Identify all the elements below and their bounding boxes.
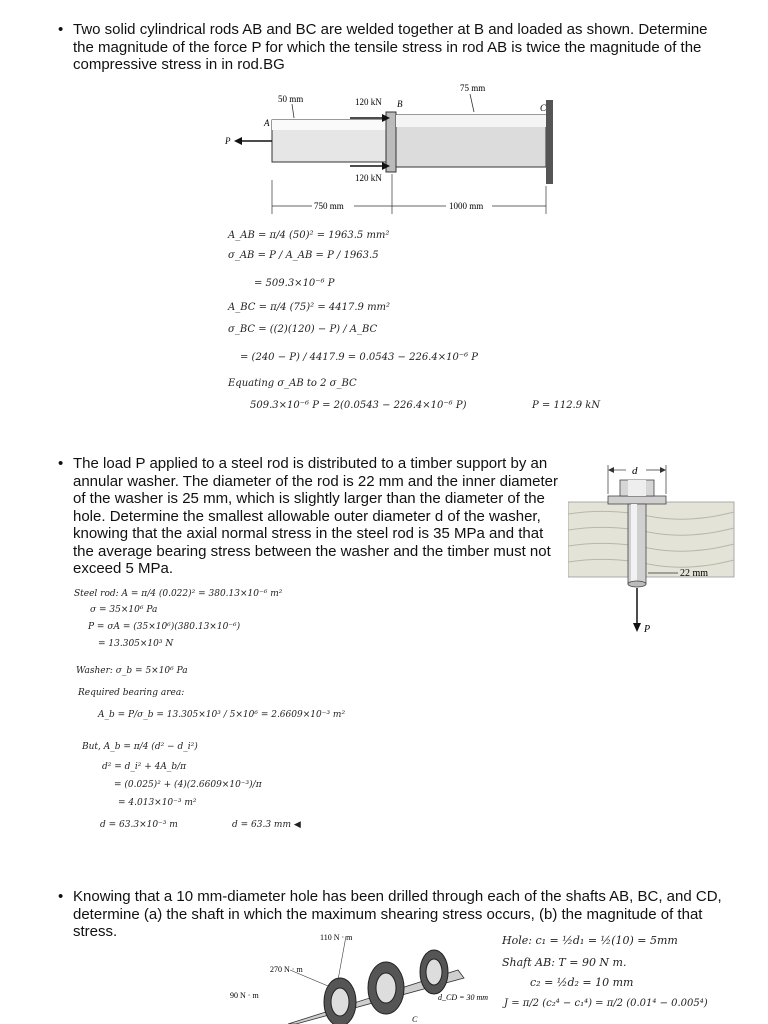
solution-line: But, A_b = π/4 (d² − d_i²)	[82, 742, 198, 752]
bullet-dot: •	[58, 888, 64, 905]
label-d: d	[632, 465, 638, 477]
solution-line: σ = 35×10⁶ Pa	[90, 605, 158, 615]
solution-line: 509.3×10⁻⁶ P = 2(0.0543 − 226.4×10⁻⁶ P)	[250, 400, 467, 411]
label-A: A	[264, 118, 270, 128]
solution-line: d² = d_i² + 4A_b/π	[102, 762, 187, 772]
solution-line: Washer: σ_b = 5×10⁶ Pa	[76, 666, 188, 676]
answer-2: d = 63.3 mm ◀	[232, 820, 301, 830]
solution-line: = (240 − P) / 4417.9 = 0.0543 − 226.4×10⁻⁶ P	[240, 352, 479, 363]
solution-line: J = π/2 (c₂⁴ − c₁⁴) = π/2 (0.01⁴ − 0.005⁴)	[504, 998, 708, 1009]
label-B: B	[397, 99, 403, 109]
solution-line: = (0.025)² + (4)(2.6609×10⁻³)/π	[114, 780, 262, 790]
label-len-bc: 1000 mm	[449, 201, 484, 211]
label-len-ab: 750 mm	[314, 201, 344, 211]
bullet-dot: •	[58, 455, 64, 472]
label-t2: 270 N · m	[270, 965, 303, 974]
figure-welded-rods	[222, 82, 558, 216]
solution-line: Hole: c₁ = ½d₁ = ½(10) = 5mm	[502, 934, 678, 947]
label-dcd: d_CD = 30 mm	[438, 993, 489, 1002]
solution-line: c₂ = ½d₂ = 10 mm	[530, 976, 634, 989]
solution-line: A_AB = π/4 (50)² = 1963.5 mm²	[228, 230, 390, 241]
solution-line: Equating σ_AB to 2 σ_BC	[228, 378, 357, 389]
figure-washer-timber	[568, 462, 748, 637]
label-load-bottom: 120 kN	[355, 173, 382, 183]
label-C: C	[412, 1015, 418, 1024]
solution-line: A_BC = π/4 (75)² = 4417.9 mm²	[228, 302, 391, 313]
solution-line: A_b = P/σ_b = 13.305×10³ / 5×10⁶ = 2.6609×10⁻³ m²	[98, 710, 346, 720]
solution-line: P = σA = (35×10⁶)(380.13×10⁻⁶)	[88, 622, 241, 632]
label-P: P	[644, 624, 651, 635]
label-d-ab: 50 mm	[278, 94, 304, 104]
solution-line: Steel rod: A = π/4 (0.022)² = 380.13×10⁻⁶ m²	[74, 589, 283, 599]
solution-line: = 13.305×10³ N	[98, 639, 174, 649]
label-d-bc: 75 mm	[460, 83, 486, 93]
label-t3: 90 N · m	[230, 991, 259, 1000]
answer-1: P = 112.9 kN	[532, 400, 601, 411]
solution-line: Required bearing area:	[78, 688, 185, 698]
label-load-top: 120 kN	[355, 97, 382, 107]
solution-line: σ_BC = ((2)(120) − P) / A_BC	[228, 324, 378, 335]
label-P: P	[225, 136, 231, 146]
solution-line: Shaft AB: T = 90 N m.	[502, 956, 627, 969]
solution-line: = 509.3×10⁻⁶ P	[254, 278, 335, 289]
solution-line: σ_AB = P / A_AB = P / 1963.5	[228, 250, 379, 261]
figure-torque-shafts	[228, 930, 496, 1024]
bullet-dot: •	[58, 21, 64, 38]
solution-line: = 4.013×10⁻³ m²	[118, 798, 197, 808]
label-C: C	[540, 103, 547, 113]
solution-line: d = 63.3×10⁻³ m	[100, 820, 178, 830]
label-rod-diameter: 22 mm	[680, 568, 709, 579]
label-t1: 110 N · m	[320, 933, 353, 942]
